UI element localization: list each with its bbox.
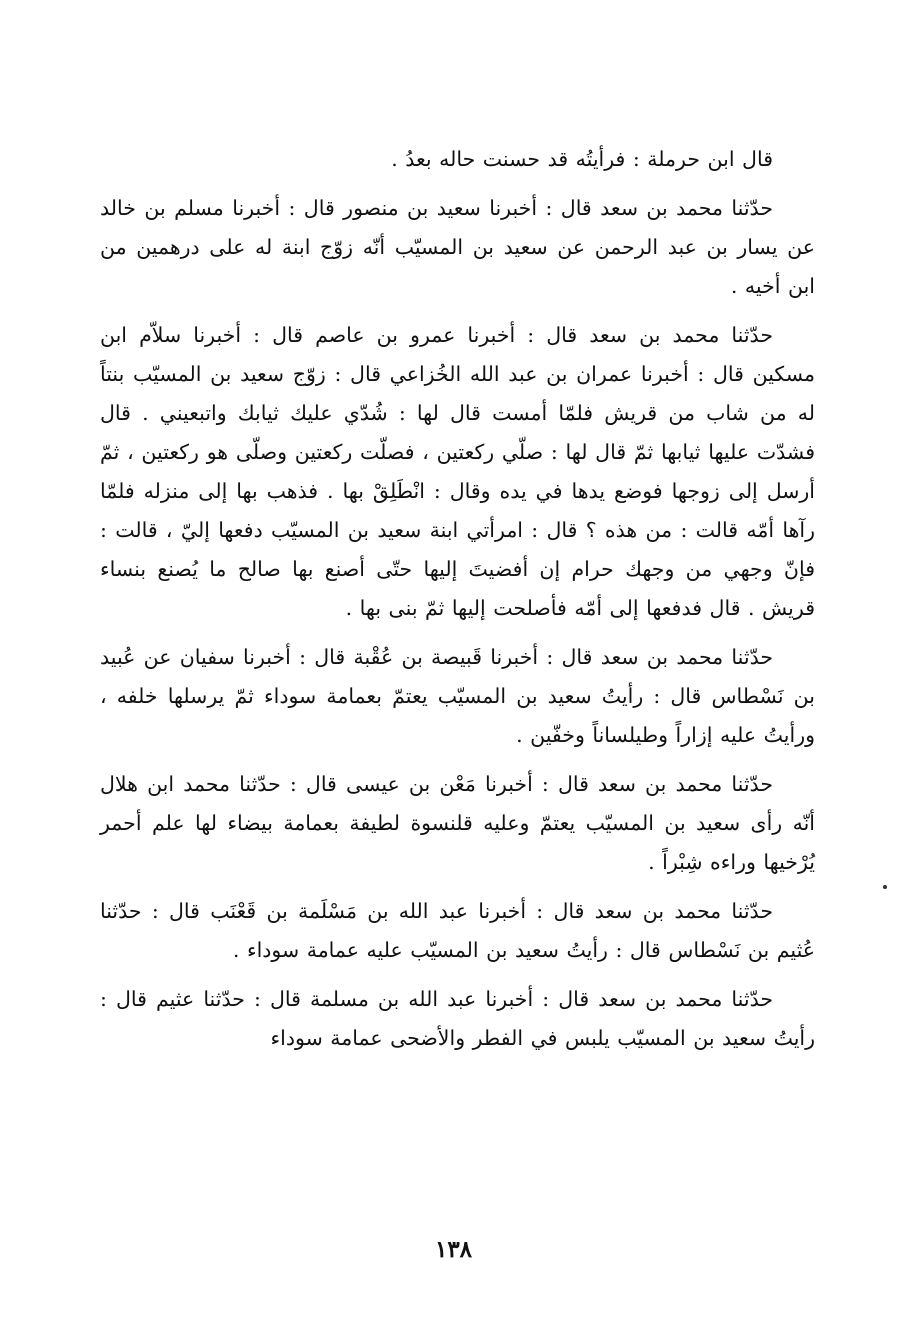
paragraph-3: حدّثنا محمد بن سعد قال : أخبرنا عمرو بن عاصم قال : أخبرنا سلاّم ابن مسكين قال : أخبرنا عمران بن عبد الله الخُزاعي قال : زوّج سعيد بن المسيّب بنتاً له من شاب من قريش فلمّا أمست قال لها : شُدّي عليك ثيابك واتبعيني . قال فشدّت عليها ثيابها ثمّ قال لها : صلّي ركعتين ، فصلّت ركعتين وصلّى هو ركعتين ، ثمّ أرسل إلى زوجها فوضع يدها في يده وقال : انْطَلِقْ بها . فذهب بها إلى منزله فلمّا رآها أمّه قالت : من هذه ؟ قال : امرأتي ابنة سعيد بن المسيّب دفعها إليّ ، قالت : فإنّ وجهي من وجهك حرام إن أفضيتَ إليها حتّى أصنع بها صالح ما يُصنع بنساء قريش . قال فدفعها إلى أمّه فأصلحت إليها ثمّ بنى بها . bbox=[100, 323, 815, 620]
paragraph-2: حدّثنا محمد بن سعد قال : أخبرنا سعيد بن منصور قال : أخبرنا مسلم بن خالد عن يسار بن عبد الرحمن عن سعيد بن المسيّب أنّه زوّج ابنة له على درهمين من ابن أخيه . bbox=[100, 196, 815, 298]
paragraph-6: حدّثنا محمد بن سعد قال : أخبرنا عبد الله بن مَسْلَمة بن قَعْنَب قال : حدّثنا عُثيم بن نَسْطاس قال : رأيتُ سعيد بن المسيّب عليه عمامة سوداء . bbox=[100, 899, 815, 962]
paragraph-5: حدّثنا محمد بن سعد قال : أخبرنا مَعْن بن عيسى قال : حدّثنا محمد ابن هلال أنّه رأى سعيد بن المسيّب يعتمّ وعليه قلنسوة لطيفة بعمامة بيضاء لها علم أحمر يُرْخيها وراءه شِبْراً . bbox=[100, 772, 815, 874]
paragraph-1: قال ابن حرملة : فرأيتُه قد حسنت حاله بعدُ . bbox=[391, 147, 773, 171]
body-text bbox=[100, 140, 815, 1068]
paragraph-4: حدّثنا محمد بن سعد قال : أخبرنا قَبيصة بن عُقْبة قال : أخبرنا سفيان عن عُبيد بن نَسْطاس قال : رأيتُ سعيد بن المسيّب يعتمّ بعمامة سوداء ثمّ يرسلها خلفه ، ورأيتُ عليه إزاراً وطيلساناً وخفّين . bbox=[100, 645, 815, 747]
paragraph-7: حدّثنا محمد بن سعد قال : أخبرنا عبد الله بن مسلمة قال : حدّثنا عثيم قال : رأيتُ سعيد بن المسيّب يلبس في الفطر والأضحى عمامة سوداء bbox=[100, 987, 815, 1050]
margin-dot bbox=[883, 885, 887, 889]
page-number: ١٣٨ bbox=[434, 1236, 473, 1263]
